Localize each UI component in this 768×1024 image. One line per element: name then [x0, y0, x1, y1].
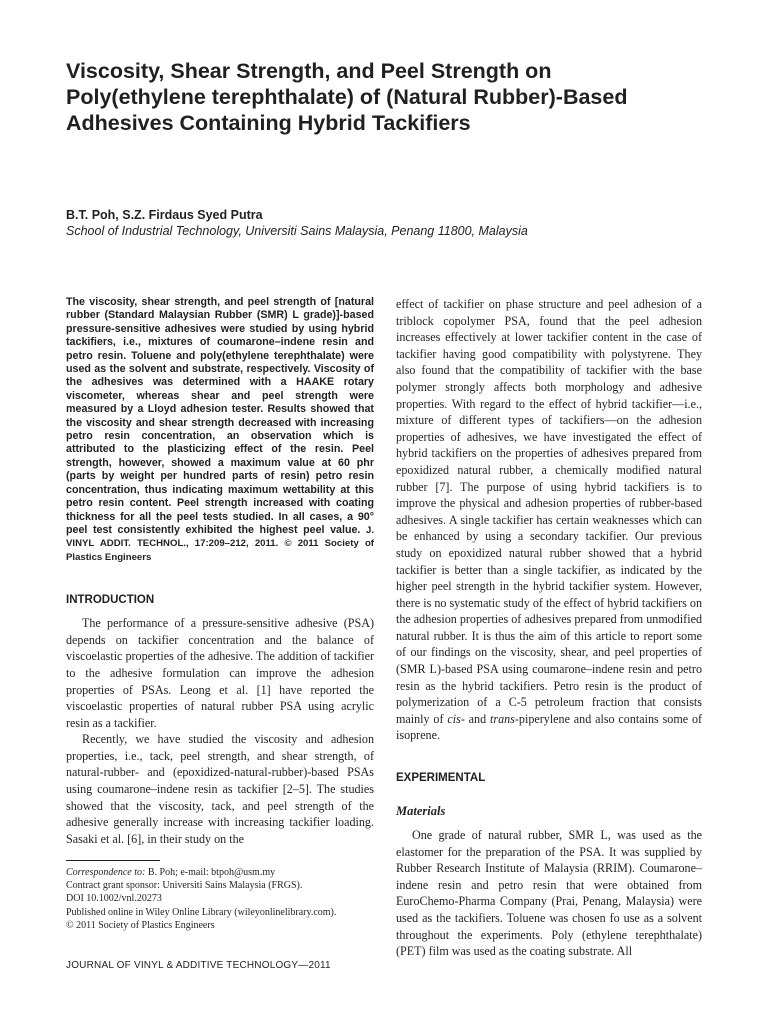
title-line: Adhesives Containing Hybrid Tackifiers [66, 111, 471, 135]
abstract-citation: J. VINYL ADDIT. TECHNOL., 17:209–212, 2011. © 2011 Society of Plastics Engineers [66, 524, 374, 563]
journal-footer: JOURNAL OF VINYL & ADDITIVE TECHNOLOGY—2011 [66, 960, 331, 971]
title-line: Poly(ethylene terephthalate) of (Natural Rubber)-Based [66, 85, 628, 109]
materials-paragraph: One grade of natural rubber, SMR L, was used as the elastomer for the preparation of the PSA. It was supplied by Rubber Research Institute of Malaysia (RRIM). Coumarone–indene resin and petro resin that were obtained from EuroChemo-Pharma Company (Prai, Penang, Malaysia) were used as the tackifiers. Toluene was chosen fo use as a solvent throughout the experiments. Poly (ethylene terephthalate) (PET) film was used as the coating substrate. All [396, 828, 702, 959]
footnote-rule [66, 860, 160, 861]
continuation-text: effect of tackifier on phase structure and peel adhesion of a triblock copolymer PSA, found that the peel adhesion increases effectively at lower tackifier content in the case of tackifier having good compatibility with polystyrene. They also found that the compatibility of tackifier with the base polymer strongly affects both morphology and adhesive properties. With regard to the effect of hybrid tackifier—i.e., mixture of different types of tackifiers—on the adhesion properties of adhesives, we have investigated the effect of hybrid tackifiers on the properties of adhesives prepared from epoxidized natural rubber, a chemically modified natural rubber [7]. The purpose of using hybrid tackifiers is to improve the physical and adhesion properties of rubber-based adhesives. A single tackifier has certain weaknesses which can be enhanced by using a secondary tackifier. Our previous study on epoxidized natural rubber showed that a hybrid tackifier is better than a single tackifier, as indicated by the higher peel strength in the hybrid tackifier system. However, there is no systematic study of the effect of hybrid tackifiers on the adhesion properties of adhesives prepared from unmodified natural rubber. It is thus the aim of this article to report some of our findings on the viscosity, shear, and peel properties of (SMR L)-based PSA using coumarone–indene resin and petro resin as the hybrid tackifiers. Petro resin is the product of polymerization of a C-5 petroleum fraction that consists mainly of [396, 297, 702, 726]
correspondence-text: B. Poh; e-mail: btpoh@usm.my [147, 867, 276, 878]
introduction-heading: INTRODUCTION [66, 594, 155, 607]
correspondence-label: Correspondence to: [66, 867, 146, 878]
article-title [66, 58, 706, 136]
abstract-body: The viscosity, shear strength, and peel strength of [natural rubber (Standard Malaysian Rubber (SMR) L grade)]-based pressure-sensitive adhesives were studied by using hybrid tackifiers, i.e., mixtures of coumarone–indene resin and petro resin. Toluene and poly(ethylene terephthalate) were used as the solvent and substrate, respectively. Viscosity of the adhesives was determined with a HAAKE rotary viscometer, whereas shear and peel strength were measured by a Lloyd adhesion tester. Results showed that the viscosity and shear strength decreased with increasing petro resin concentration, an observation which is attributed to the plasticizing effect of the resin. Peel strength, however, showed a maximum value at 60 phr (parts by weight per hundred parts of resin) petro resin concentration, thus indicating maximum wettability at this petro resin content. Peel strength increased with coating thickness for all the peel tests studied. In all cases, a 90° peel test consistently exhibited the highest peel value. [66, 296, 374, 536]
correspondence-note [66, 866, 376, 879]
author-list: B.T. Poh, S.Z. Firdaus Syed Putra [66, 208, 263, 222]
materials-heading: Materials [396, 804, 446, 819]
copyright-note: © 2011 Society of Plastics Engineers [66, 919, 215, 931]
title-line: Viscosity, Shear Strength, and Peel Strength on [66, 59, 552, 83]
grant-note: Contract grant sponsor: Universiti Sains Malaysia (FRGS). [66, 880, 303, 892]
affiliation: School of Industrial Technology, Universiti Sains Malaysia, Penang 11800, Malaysia [66, 224, 528, 238]
experimental-heading: EXPERIMENTAL [396, 772, 486, 785]
body-paragraph [396, 296, 702, 744]
published-note: Published online in Wiley Online Library (wileyonlinelibrary.com). [66, 906, 337, 918]
footnotes [66, 866, 376, 932]
abstract [66, 296, 374, 564]
right-column [396, 296, 702, 960]
connector-text: - and [460, 711, 487, 726]
doi-note: DOI 10.1002/vnl.20273 [66, 893, 162, 905]
introduction-paragraph: The performance of a pressure-sensitive adhesive (PSA) depends on tackifier concentration and the balance of viscoelastic properties of the adhesive. The addition of tackifier to the adhesive formulation can improve the adhesion properties of PSAs. Leong et al. [1] have reported the viscoelastic properties of natural rubber PSA using acrylic resin as a tackifier. [66, 616, 374, 730]
trans-term: trans [490, 711, 515, 726]
tail-text: -piperylene and also contains some of isoprene. [396, 711, 703, 743]
cis-term: cis [447, 711, 461, 726]
left-column [66, 296, 374, 847]
introduction-paragraph: Recently, we have studied the viscosity and adhesion properties, i.e., tack, peel strength, and shear strength, of natural-rubber- and (epoxidized-natural-rubber)-based PSAs using coumarone–indene resin as tackifier [2–5]. The studies showed that the viscosity, tack, and peel strength of the adhesive generally increase with increasing tackifier loading. Sasaki et al. [6], in their study on the [66, 732, 374, 846]
